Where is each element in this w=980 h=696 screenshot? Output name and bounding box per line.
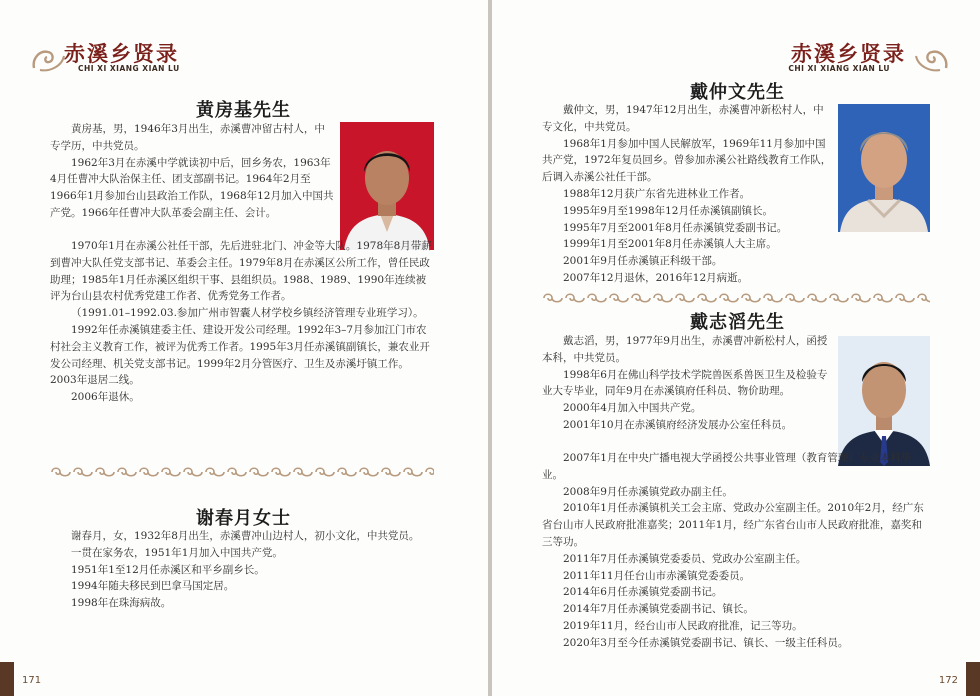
bio-paragraph: 2000年4月加入中国共产党。 (563, 402, 702, 415)
bio-paragraph: 2014年6月任赤溪镇党委副书记。 (563, 586, 723, 599)
bio-paragraph: 1988年12月获广东省先进林业工作者。 (563, 187, 751, 200)
bio-paragraph: 1992年任赤溪镇建委主任、建设开发公司经理。1992年3–7月参加江门市农村社会主义教育工作，被评为优秀工作者。1995年3月任赤溪镇副镇长，兼农业开发公司经理、机关党支部书记。1999年2月分管医疗、卫生及赤溪圩镇工作。2003年退居二线。 (50, 323, 430, 387)
person-name: 戴志滔先生 (690, 312, 785, 333)
bio-paragraph: 2019年11月，经台山市人民政府批准，记三等功。 (563, 619, 803, 632)
left-page (0, 0, 488, 696)
bio-paragraph: 1968年1月参加中国人民解放军，1969年11月参加中国共产党，1972年复员回乡。曾参加赤溪公社路线教育工作队，后调入赤溪公社任干部。 (542, 137, 832, 184)
bio-paragraph: 2006年退休。 (71, 391, 140, 404)
portrait-photo (340, 122, 434, 250)
bio-paragraph: 2007年12月退休，2016年12月病逝。 (563, 271, 749, 284)
bio-paragraph: 2001年9月任赤溪镇正科级干部。 (563, 255, 723, 268)
page-header-right (750, 38, 950, 78)
bio-paragraph: 1998年6月在佛山科学技术学院兽医系兽医卫生及检验专业大专毕业，同年9月在赤溪镇府任科员、物价助理。 (542, 368, 828, 398)
bio-paragraph: 1994年随夫移民到巴拿马国定居。 (71, 580, 235, 593)
book-title: 赤溪乡贤录 (64, 41, 179, 66)
bio-paragraph: 2020年3月至今任赤溪镇党委副书记、镇长、一级主任科员。 (563, 636, 849, 649)
right-page (492, 0, 980, 696)
bio-text (50, 528, 434, 612)
bio-paragraph: 2014年7月任赤溪镇党委副书记、镇长。 (563, 603, 754, 616)
bio-paragraph: 1999年1月至2001年8月任赤溪镇人大主席。 (563, 238, 777, 251)
bio-paragraph: 谢春月，女，1932年8月出生，赤溪曹冲山边村人，初小文化，中共党员。 (71, 530, 420, 542)
bio-paragraph: 一贯在家务农，1951年1月加入中国共产党。 (71, 546, 283, 559)
bio-paragraph: 黄房基，男，1946年3月出生，赤溪曹冲留古村人，中专学历，中共党员。 (50, 123, 325, 152)
bio-paragraph: 2007年1月在中央广播电视大学函授公共事业管理（教育管理）专业本科毕业。 (542, 452, 912, 481)
bio-paragraph: 1970年1月在赤溪公社任干部，先后进驻北门、冲金等大队。1978年8月带薪到曹冲大队任党支部书记、革委会主任。1979年8月在赤溪区公所工作，曾任民政助理；1985年1月任赤溪区组织干事、县组织员。1988、1989、1990年连续被评为台山县农村优秀党建工作者、优秀党务工作者。 (50, 240, 432, 303)
portrait-photo (838, 104, 930, 232)
page-header-left (30, 38, 230, 78)
bio-paragraph: 1995年7月至2001年8月任赤溪镇党委副书记。 (563, 221, 788, 234)
bio-paragraph: 2011年7月任赤溪镇党委委员、党政办公室副主任。 (563, 552, 807, 565)
bio-paragraph: 2011年11月任台山市赤溪镇党委委员。 (563, 569, 751, 582)
bio-paragraph: 戴仲文，男，1947年12月出生，赤溪曹冲新松村人，中专文化，中共党员。 (542, 104, 824, 133)
page-tab (966, 662, 980, 696)
bio-paragraph: 1951年1至12月任赤溪区和平乡副乡长。 (71, 563, 265, 576)
bio-text-intro (50, 121, 334, 222)
bio-paragraph: 1998年在珠海病故。 (71, 597, 172, 610)
bio-paragraph: 戴志滔，男，1977年9月出生，赤溪曹冲新松村人，函授本科，中共党员。 (542, 335, 828, 364)
bio-text (542, 102, 834, 287)
person-name: 戴仲文先生 (690, 82, 785, 103)
page-tab (0, 662, 14, 696)
book-subtitle: CHI XI XIANG XIAN LU (78, 64, 180, 73)
bio-paragraph: （1991.01–1992.03.参加广州市智囊人材学校乡镇经济管理专业班学习）。 (71, 307, 424, 320)
bio-text-continued (542, 450, 930, 652)
bio-paragraph: 2001年10月在赤溪镇府经济发展办公室任科员。 (563, 418, 793, 431)
bio-paragraph: 1962年3月在赤溪中学就读初中后，回乡务农，1963年4月任曹冲大队治保主任、团支部副书记。1964年2月至1966年1月参加台山县政治工作队，1968年12月加入中国共产党。1966年任曹冲大队革委会副主任、会计。 (50, 156, 334, 219)
page-number: 172 (938, 675, 958, 686)
page-number: 171 (22, 675, 42, 686)
bio-paragraph: 2008年9月任赤溪镇党政办副主任。 (563, 485, 733, 498)
cloud-ornament-icon (912, 40, 950, 74)
portrait-photo (838, 336, 930, 466)
person-name: 谢春月女士 (196, 508, 291, 529)
person-name: 黄房基先生 (196, 100, 291, 121)
scroll-divider (542, 292, 930, 304)
book-subtitle: CHI XI XIANG XIAN LU (788, 64, 890, 73)
bio-paragraph: 2010年1月任赤溪镇机关工会主席、党政办公室副主任。2010年2月，经广东省台山市人民政府批准嘉奖；2011年1月，经广东省台山市人民政府批准，嘉奖和三等功。 (542, 502, 924, 548)
scroll-divider (50, 466, 434, 478)
cloud-ornament-icon (30, 40, 68, 74)
bio-paragraph: 1995年9月至1998年12月任赤溪镇副镇长。 (563, 204, 773, 217)
bio-text-continued (50, 238, 434, 406)
bio-text-intro (542, 333, 834, 434)
book-title: 赤溪乡贤录 (791, 41, 906, 66)
